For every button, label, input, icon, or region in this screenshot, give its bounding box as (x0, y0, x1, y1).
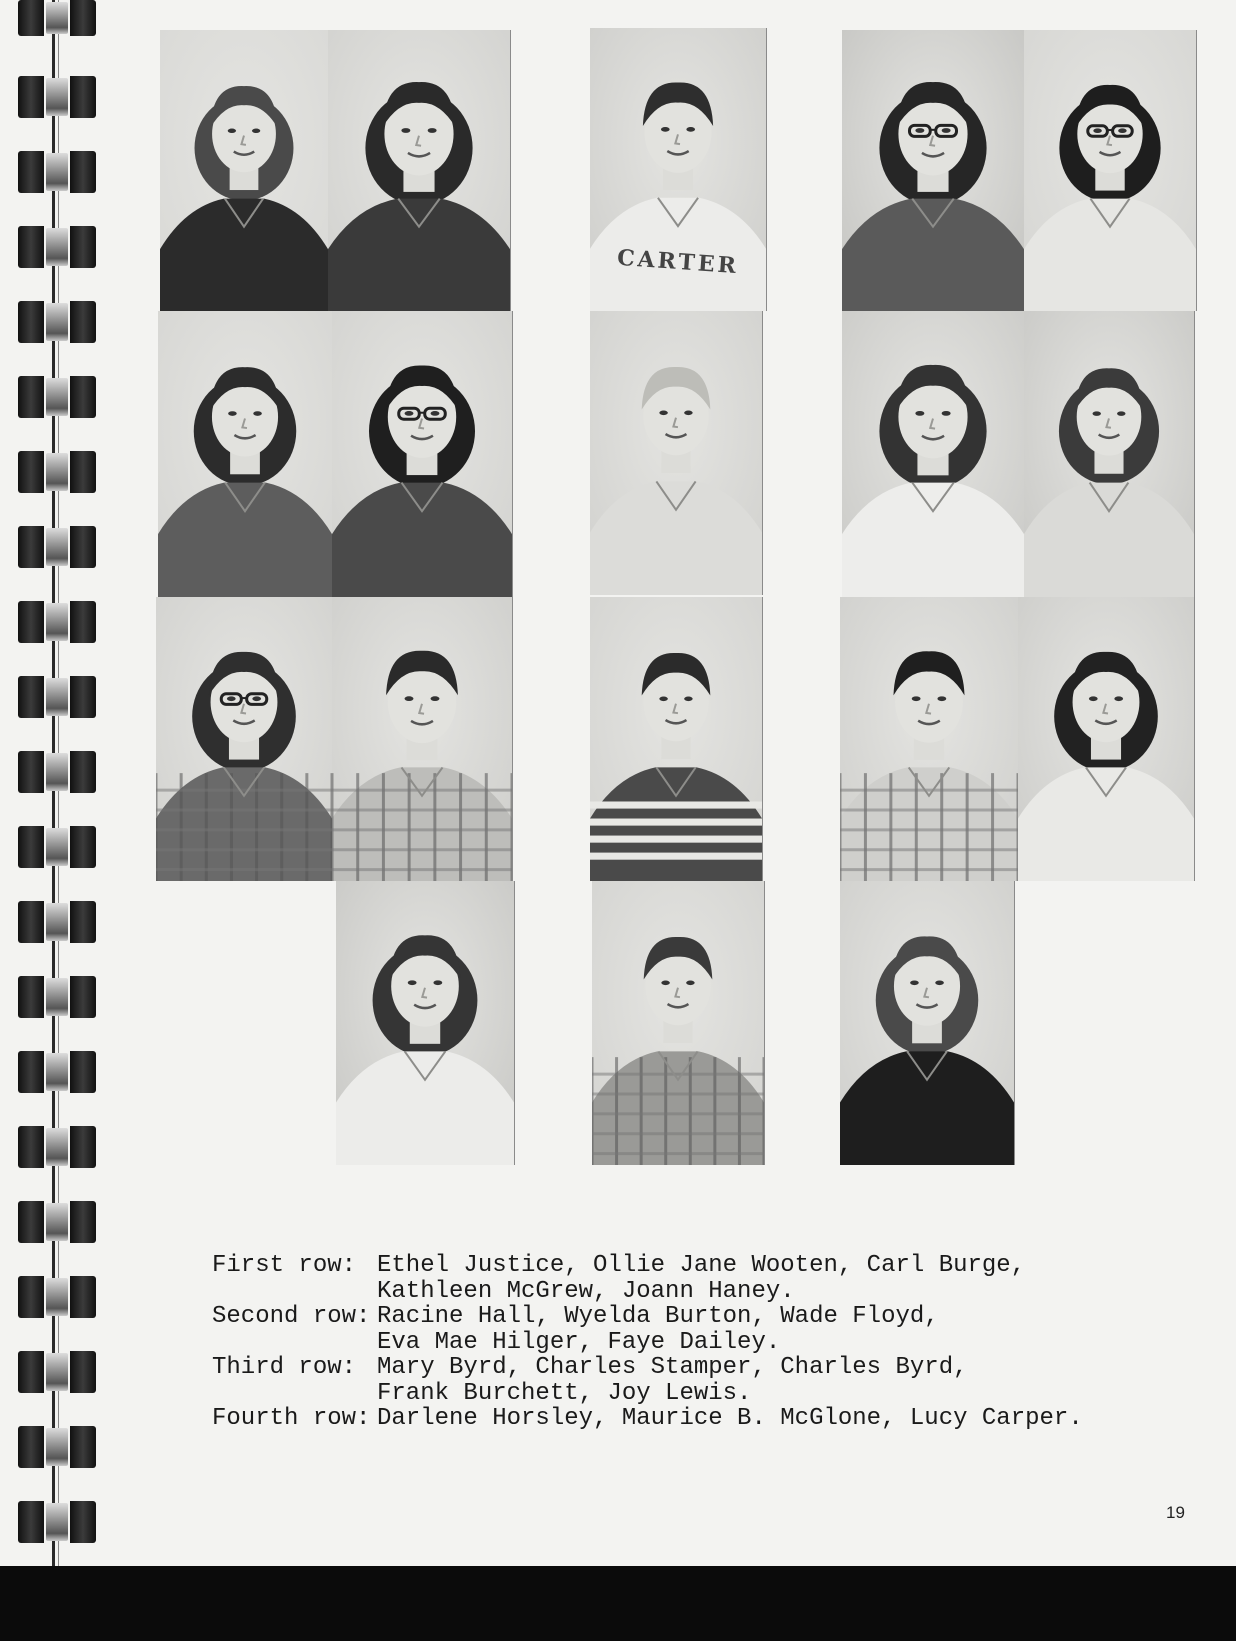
student-portrait (590, 28, 767, 311)
student-portrait (1018, 597, 1195, 881)
student-portrait (1024, 311, 1195, 597)
caption-names: Ethel Justice, Ollie Jane Wooten, Carl Burge, (377, 1252, 1026, 1279)
binding-ring (18, 901, 98, 943)
binding-ring (18, 451, 98, 493)
binding-ring (18, 976, 98, 1018)
binding-ring (18, 226, 98, 268)
binding-ring (18, 1126, 98, 1168)
caption-row-label: Fourth row: (212, 1405, 371, 1432)
caption-line (212, 1253, 1083, 1279)
student-portrait (590, 311, 763, 595)
caption-names: Kathleen McGrew, Joann Haney. (377, 1277, 795, 1305)
caption-names: Racine Hall, Wyelda Burton, Wade Floyd, (377, 1303, 939, 1330)
photo-caption (212, 1253, 1083, 1432)
caption-line (212, 1304, 1083, 1330)
student-portrait (336, 881, 515, 1165)
caption-line (212, 1381, 1083, 1407)
caption-line (212, 1406, 1083, 1432)
caption-names: Darlene Horsley, Maurice B. McGlone, Lucy Carper. (377, 1405, 1083, 1432)
student-portrait (332, 597, 513, 881)
binding-ring (18, 1501, 98, 1543)
student-portrait (160, 30, 329, 311)
caption-line (212, 1355, 1083, 1381)
binding-ring (18, 751, 98, 793)
caption-row-label: Second row: (212, 1303, 371, 1330)
student-portrait (590, 597, 763, 881)
caption-line (212, 1279, 1083, 1305)
student-portrait (842, 30, 1025, 311)
binding-ring (18, 676, 98, 718)
student-portrait (332, 311, 513, 597)
caption-names: Frank Burchett, Joy Lewis. (377, 1379, 752, 1407)
student-portrait (1024, 30, 1197, 311)
student-portrait (156, 597, 333, 881)
scan-bottom-edge (0, 1566, 1236, 1641)
caption-line (212, 1330, 1083, 1356)
binding-ring (18, 1351, 98, 1393)
binding-ring (18, 526, 98, 568)
binding-ring (18, 601, 98, 643)
student-portrait (158, 311, 333, 597)
page-number: 19 (1166, 1503, 1185, 1522)
binding-ring (18, 826, 98, 868)
caption-row-label: Third row: (212, 1354, 357, 1381)
binding-ring (18, 76, 98, 118)
student-portrait (328, 30, 511, 311)
student-portrait (840, 597, 1019, 881)
shirt-lettering: CARTER (616, 244, 740, 279)
binding-ring (18, 1201, 98, 1243)
student-portrait (840, 881, 1015, 1165)
binding-ring (18, 151, 98, 193)
binding-ring (18, 1051, 98, 1093)
binding-ring (18, 376, 98, 418)
student-portrait (592, 881, 765, 1165)
binding-ring (18, 301, 98, 343)
caption-names: Eva Mae Hilger, Faye Dailey. (377, 1328, 781, 1356)
binding-ring (18, 1276, 98, 1318)
binding-ring (18, 1426, 98, 1468)
student-portrait (842, 311, 1025, 597)
caption-names: Mary Byrd, Charles Stamper, Charles Byrd, (377, 1354, 968, 1381)
caption-row-label: First row: (212, 1252, 357, 1279)
binding-ring (18, 0, 98, 36)
